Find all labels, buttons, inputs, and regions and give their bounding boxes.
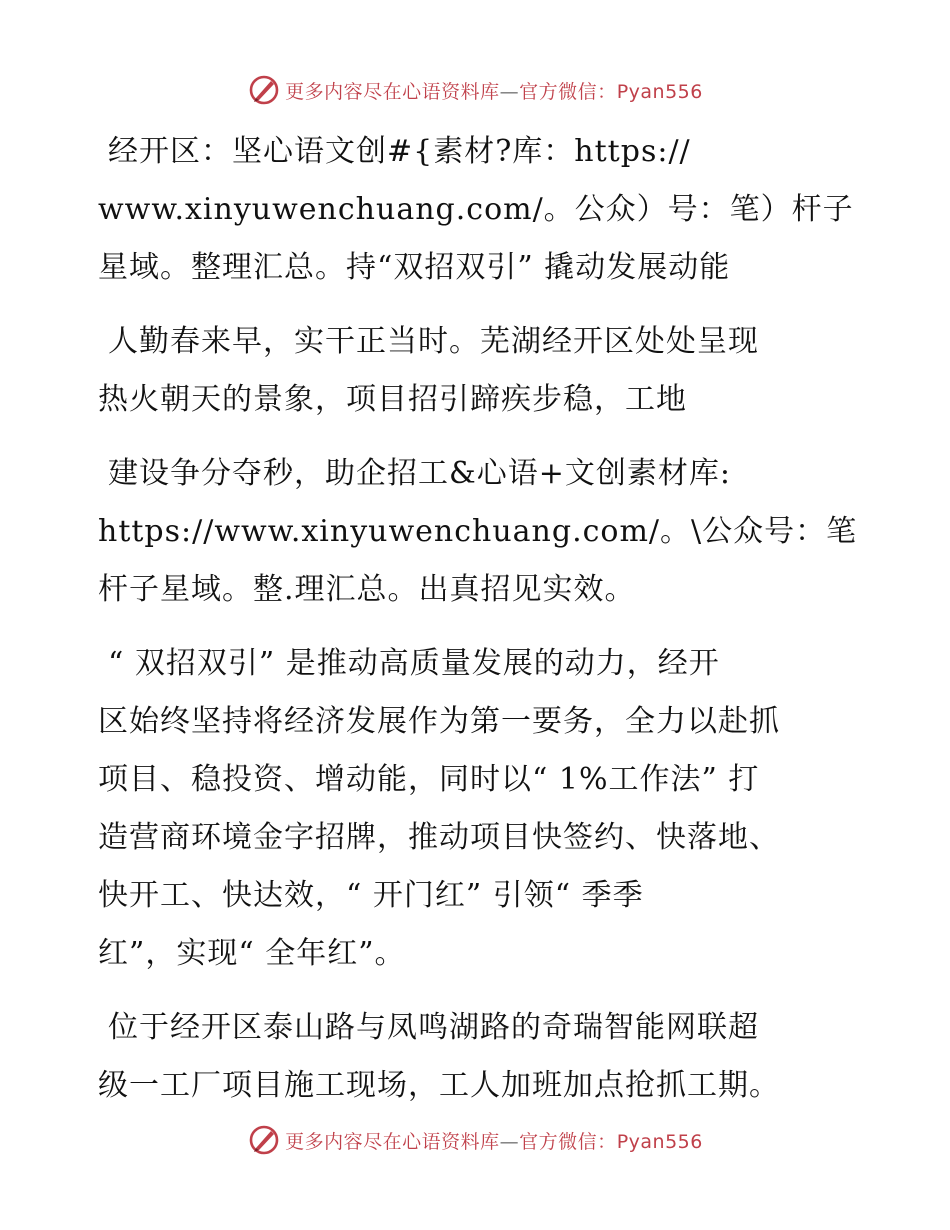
paragraph-3 bbox=[98, 445, 858, 619]
paragraph-line: 人勤春来早，实干正当时。芜湖经开区处处呈现 bbox=[108, 324, 759, 359]
paragraph-line: 建设争分夺秒，助企招工&心语+文创素材库: bbox=[108, 456, 731, 491]
paragraph-line: 星域。整理汇总。持“双招双引” 撬动发展动能 bbox=[98, 250, 731, 285]
document-body bbox=[98, 123, 858, 1131]
paragraph-line: 热火朝天的景象，项目招引蹄疾步稳，工地 bbox=[98, 382, 687, 417]
header-banner-handle: Pyan556 bbox=[616, 80, 703, 103]
paragraph-line: 位于经开区泰山路与凤鸣湖路的奇瑞智能网联超 bbox=[108, 1010, 759, 1045]
footer-banner-label: 官方微信： bbox=[519, 1130, 617, 1153]
footer-banner-slogan: 更多内容尽在心语资料库 bbox=[285, 1130, 500, 1153]
paragraph-1 bbox=[98, 123, 858, 297]
paragraph-line: 区始终坚持将经济发展作为第一要务，全力以赴抓 bbox=[98, 704, 780, 739]
paragraph-line: 级一工厂项目施工现场，工人加班加点抢抓工期。 bbox=[98, 1068, 780, 1103]
header-banner-separator: — bbox=[499, 80, 520, 103]
header-banner-label: 官方微信： bbox=[519, 80, 617, 103]
paragraph-line: 杆子星域。整.理汇总。出真招见实效。 bbox=[98, 572, 636, 607]
header-watermark-banner bbox=[0, 70, 950, 110]
paragraph-5 bbox=[98, 999, 858, 1115]
header-banner-slogan: 更多内容尽在心语资料库 bbox=[285, 80, 500, 103]
paragraph-4 bbox=[98, 635, 858, 983]
footer-watermark-banner bbox=[0, 1120, 950, 1160]
footer-banner-separator: — bbox=[499, 1130, 520, 1153]
quill-logo-icon bbox=[247, 73, 281, 107]
paragraph-line: “ 双招双引” 是推动高质量发展的动力，经开 bbox=[108, 646, 720, 681]
paragraph-line: https://www.xinyuwenchuang.com/。\公众号：笔 bbox=[98, 514, 858, 549]
footer-banner-handle: Pyan556 bbox=[616, 1130, 703, 1153]
footer-banner-text bbox=[285, 1127, 703, 1154]
quill-logo-icon bbox=[247, 1123, 281, 1157]
header-banner-text bbox=[285, 77, 703, 104]
paragraph-2 bbox=[98, 313, 858, 429]
paragraph-line: 项目、稳投资、增动能，同时以“ 1%工作法” 打 bbox=[98, 762, 760, 797]
paragraph-line: www.xinyuwenchuang.com/。公众）号：笔）杆子 bbox=[98, 192, 854, 227]
paragraph-line: 造营商环境金字招牌，推动项目快签约、快落地、 bbox=[98, 820, 780, 855]
paragraph-line: 红”，实现“ 全年红”。 bbox=[98, 936, 406, 971]
paragraph-line: 经开区：坚心语文创#{素材?库：https:// bbox=[108, 134, 691, 169]
paragraph-line: 快开工、快达效，“ 开门红” 引领“ 季季 bbox=[98, 878, 644, 913]
